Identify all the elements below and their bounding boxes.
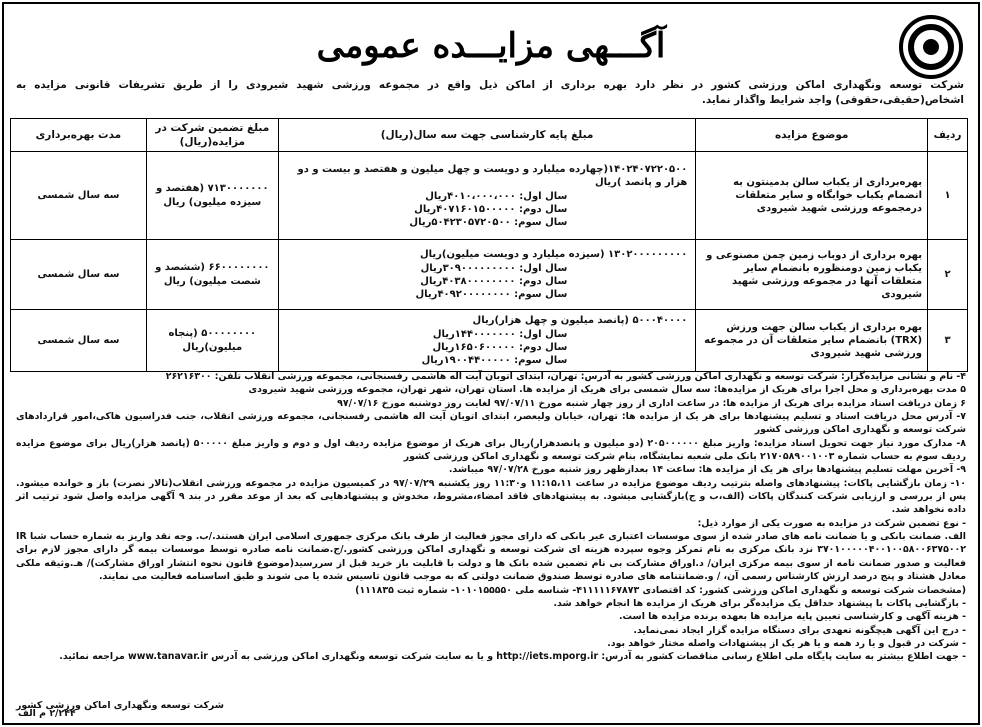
note-item: ۶ زمان دریافت اسناد مزایده برای هریک از مزایده ها: در ساعت اداری از روز چهار شنبه مورخ ۹۷/۰۷/۱۱ لغایت روز دوشنبه مورخ ۹۷/۰۷/۱۶ [337, 397, 966, 409]
row-index: ۱ [928, 152, 968, 240]
row-base-price [278, 240, 696, 310]
header-base-price: مبلغ پایه کارشناسی جهت سه سال(ریال) [278, 119, 696, 152]
price-year-1: سال اول: ۳۰۹۰۰۰۰۰۰۰۰۰ریال [420, 263, 568, 274]
price-year-2: سال دوم: ۴۰۳۸۰۰۰۰۰۰۰۰ریال [420, 276, 568, 287]
price-year-1: سال اول: ۴۰۱۰،۰۰۰،۰۰۰ریال [425, 190, 568, 202]
header-duration: مدت بهره‌برداری [11, 119, 147, 152]
note-item: ۱۰- زمان بازگشایی پاکات: پیشنهادهای واصله بترتیب ردیف موضوع مزایده در ساعت ۱۱:۱۵،۱۱ و۱۱:۳۰ روز یکشنبه ۹۷/۰۷/۲۹ در کمیسیون مزایده در مجموعه ورزشی انقلاب(تالار نصرت) باز و خوانده میشود. پس از بررسی و ارزیابی شرکت کنندگان پاکات (الف،ب و ج)بازگشایی میشود. به پیشنهادهای فاقد امضاء،مشروط، مخدوش و پیشنهادهایی که بعد از موعد مقرر در بند ۹ آگهی مزایده واصل شود ترتیب اثر داده نخواهد شد. [16, 477, 967, 516]
row-duration: سه سال شمسی [11, 240, 147, 310]
row-duration: سه سال شمسی [11, 310, 147, 372]
note-item: ۵ مدت بهره‌برداری و محل اجرا برای هریک از مزایده‌ها: سه سال شمسی برای هریک از مزایده ها. استان تهران، شهر تهران، مجموعه ورزشی شهید شیرودی [248, 384, 966, 396]
price-total: ۱۴۰۲۴۰۷۲۲۰۵۰۰(چهارده میلیارد و دویست و چهل میلیون و هفتصد و بیست و دو هزار و پانصد )ریال [297, 163, 688, 188]
row-deposit: ۶۶۰۰۰۰۰۰۰۰ (ششصد و شصت میلیون) ریال [146, 240, 278, 310]
row-base-price [278, 310, 696, 372]
price-year-3: سال سوم: ۴۰۹۲۰۰۰۰۰۰۰۰ریال [415, 289, 568, 300]
conditions-list [16, 370, 966, 664]
auction-notice [2, 2, 980, 725]
price-year-1: سال اول: ۱۴۴۰۰۰۰۰۰۰ریال [432, 329, 568, 340]
note-item: - شرکت در قبول و یا رد همه و یا هر یک از پیشنهادات واصله مختار خواهد بود. [607, 637, 966, 649]
note-item: ۸- مدارک مورد نیاز جهت تحویل اسناد مزایده: واریز مبلغ ۲۰۵۰۰۰۰۰۰ (دو میلیون و پانصدهزار)ریال برای هریک از موضوع مزایده ردیف اول و دوم و واریز مبلغ ۵۰۰۰۰۰ (پانصد هزار)ریال برای موضوع مزایده ردیف سوم به حساب شماره ۲۱۷۰۵۸۹۰۰۱۰۰۳ بانک ملی شعبه نمایشگاه، بنام شرکت توسعه و نگهداری اماکن ورزشی کشور [16, 437, 966, 463]
row-subject: بهره برداری از یکباب سالن جهت ورزش (TRX) بانضمام سایر متعلقات آن در مجموعه ورزشی شهید شیرودی [696, 310, 928, 372]
price-total: ۵۰۰۰۴۰۰۰۰ (پانصد میلیون و چهل هزار)ریال [472, 315, 688, 326]
row-duration: سه سال شمسی [11, 152, 147, 240]
page-title: آگـــهی مزایـــده عمومی [316, 26, 666, 66]
row-deposit: ۷۱۳۰۰۰۰۰۰۰ (هفتصد و سیزده میلیون) ریال [146, 152, 278, 240]
price-year-3: سال سوم: ۱۹۰۰۴۴۰۰۰۰۰ریال [421, 355, 568, 366]
ad-code: ۲/۲۴۴ م الف [18, 708, 76, 719]
intro-paragraph: شرکت توسعه ونگهداری اماکن ورزشی کشور در نظر دارد بهره برداری از اماکن ذیل واقع در مجموعه ورزشی شهید شیرودی را از طریق تشریفات قانونی مزایده به اشخاص(حقیقی،حقوقی) واجد شرایط واگذار نماید. [16, 79, 964, 106]
note-item: - هزینه آگهی و کارشناسی تعیین پایه مزایده ها بعهده برنده مزایده ها است. [618, 611, 966, 623]
header-deposit: مبلغ تضمین شرکت در مزایده(ریال) [146, 119, 278, 152]
price-year-2: سال دوم: ۱۶۵۰۶۰۰۰۰۰ریال [432, 342, 568, 353]
row-subject: بهره‌برداری از یکباب سالن بدمینتون به انضمام یکباب خوابگاه و سایر متعلقات درمجموعه ورزشی شهید شیرودی [696, 152, 928, 240]
header-index: ردیف [928, 119, 968, 152]
price-year-2: سال دوم: ۴۰۷۱۶۰۱۵۰۰۰۰۰ریال [414, 203, 568, 215]
note-item: - نوع تضمین شرکت در مزایده به صورت یکی از موارد ذیل: [697, 517, 966, 529]
price-year-3: سال سوم: ۵۰۴۲۳۰۵۷۲۰۵۰۰ریال [409, 216, 568, 228]
note-item: الف. ضمانت بانکی و یا ضمانت نامه های صادر شده از سوی موسسات اعتباری غیر بانکی که دارای مجوز فعالیت از طرف بانک مرکزی جمهوری اسلامی ایران هستند./ب. وجه نقد واریز به شماره حساب شبا IR ۳۷۰۱۰۰۰۰۰۴۰۰۱۰۰۵۸۰۰۶۳۷۵۰۰۲ نزد بانک مرکزی به نام تمرکز وجوه سپرده هزینه ای شرکت توسعه و نگهداری اماکن ورزشی کشور./ج.ضمانت نامه صادره توسط موسسات بیمه گر دارای مجوز لازم برای فعالیت و صدور ضمانت نامه از سوی بیمه مرکزی ایران/ د.اوراق مشارکت بی نام تضمین شده بانک ها و دولت با قابلیت باز خرید قبل از سررسید(موضوع قانون نحوه انتشار اوراق مشارکت)/ هـ.وثیقه ملکی معادل هشتاد و پنج درصد ارزش کارشناس رسمی آن، / و.ضمانتنامه های صادره توسط صندوق ضمانت دولتی که به موجب قانون تاسیس شده یا می شوند و طبق اساسنامه فعالیت می نمایند. [16, 531, 966, 583]
row-index: ۲ [928, 240, 968, 310]
auction-items-table [10, 118, 968, 372]
header-subject: موضوع مزایده [696, 119, 928, 152]
note-item: (مشخصات شرکت توسعه و نگهداری اماکن ورزشی کشور: کد اقتصادی ۴۱۱۱۱۱۶۷۸۷۳- شناسه ملی ۱۰۱۰۱۵۵۵۵۰- شماره ثبت ۱۱۱۸۳۵) [355, 584, 966, 596]
table-row [11, 240, 968, 310]
table-header-row [11, 119, 968, 152]
note-item: - جهت اطلاع بیشتر به سایت پایگاه ملی اطلاع رسانی مناقصات کشور به آدرس: http://iets.mporg.ir و یا به سایت شرکت توسعه ونگهداری اماکن ورزشی به آدرس www.tanavar.ir مراجعه نمائید. [59, 651, 966, 663]
price-total: ۱۳۰۲۰۰۰۰۰۰۰۰۰ (سیزده میلیارد و دویست میلیون)ریال [419, 249, 688, 260]
note-item: ۹- آخرین مهلت تسلیم پیشنهادها برای هر یک از مزایده ها: ساعت ۱۴ بعدازظهر روز شنبه مورخ ۹۷/۰۷/۲۸ میباشد. [448, 464, 966, 476]
table-row [11, 152, 968, 240]
note-item: ۷- آدرس محل دریافت اسناد و تسلیم پیشنهادها برای هر یک از مزایده ها: تهران، خیابان ولیعصر، ابتدای اتوبان آیت اله هاشمی رفسنجانی، مجموعه ورزشی انقلاب، جنب فدراسیون هاکی،امور قراردادهای شرکت توسعه و نگهداری اماکن ورزشی کشور [16, 411, 966, 436]
signature: شرکت توسعه ونگهداری اماکن ورزشی کشور [16, 700, 224, 711]
row-subject: بهره برداری از دوباب زمین چمن مصنوعی و یکباب زمین دومنظوره بانضمام سایر متعلقات آنها در مجموعه ورزشی شهید شیرودی [696, 240, 928, 310]
row-index: ۳ [928, 310, 968, 372]
note-item: ۴- نام و نشانی مزایده‌گزار: شرکت توسعه و نگهداری اماکن ورزشی کشور به آدرس: تهران، ابتدای اتوبان آیت اله هاشمی رفسنجانی، مجموعه ورزشی انقلاب تلفن: ۲۶۲۱۶۳۰۰ [165, 371, 966, 382]
row-deposit: ۵۰۰۰۰۰۰۰۰ (پنجاه میلیون)ریال [146, 310, 278, 372]
table-row [11, 310, 968, 372]
row-base-price [278, 152, 696, 240]
note-item: - بازگشایی پاکات با پیشنهاد حداقل یک مزایده‌گر برای هریک از مزایده ها انجام خواهد شد. [553, 597, 966, 609]
note-item: - درج این آگهی هیچگونه تعهدی برای دستگاه مزایده گزار ایجاد نمی‌نماید. [633, 624, 966, 636]
